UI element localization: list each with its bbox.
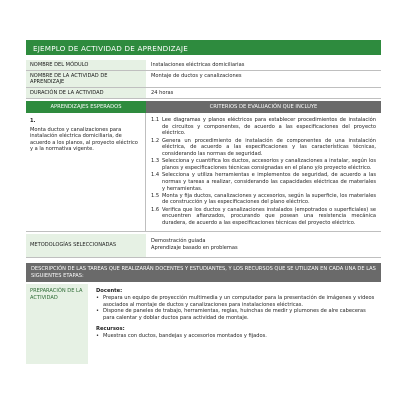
info-label: DURACIÓN DE LA ACTIVIDAD — [26, 88, 146, 98]
criterio-item — [151, 193, 376, 206]
list-item-text: Prepara un equipo de proyección multimedia y un computador para la presentación de imágenes y videos asociados al montaje de ductos y canalizaciones para instalaciones eléctricas. — [103, 295, 375, 308]
bullet-icon: • — [96, 332, 100, 339]
info-row-modulo — [26, 60, 381, 71]
learning-row — [26, 113, 381, 232]
header-aprendizajes: APRENDIZAJES ESPERADOS — [26, 101, 146, 113]
metodologias-label: METODOLOGÍAS SELECCIONADAS — [26, 234, 146, 257]
criterio-item — [151, 158, 376, 171]
criterio-number: 1.2 — [151, 137, 160, 144]
list-item — [96, 295, 377, 308]
preparacion-body — [88, 284, 381, 364]
criterio-number: 1.5 — [151, 192, 160, 199]
criterio-text: Selecciona y utiliza herramientas e implementos de seguridad, de acuerdo a las normas y tareas a realizar, considerando las capacidades eléctricas de materiales y herramientas. — [162, 172, 376, 192]
criterio-number: 1.3 — [151, 158, 160, 165]
descripcion-header: DESCRIPCIÓN DE LAS TAREAS QUE REALIZARÁN DOCENTES Y ESTUDIANTES, Y LOS RECURSOS QUE SE UTILIZAN EN CADA UNA DE LAS SIGUIENTES ETAPAS: — [26, 263, 381, 282]
aprendizaje-text: Monta ductos y canalizaciones para instalación eléctrica domiciliaria, de acuerdo a los planos, al proyecto eléctrico y a la normativa vigente. — [30, 126, 138, 152]
criterios-list — [146, 113, 381, 231]
criterio-text: Genera un procedimiento de instalación de componentes de una instalación eléctrica, de acuerdo a las especificaciones y las características técnicas, considerando las normas de seguridad. — [162, 137, 376, 158]
docente-title: Docente: — [96, 288, 123, 295]
criterio-item — [151, 117, 376, 137]
criterio-item — [151, 172, 376, 192]
info-value: Instalaciones eléctricas domiciliarias — [151, 62, 245, 68]
bullet-icon: • — [96, 308, 100, 315]
preparacion-row — [26, 284, 381, 364]
list-item — [96, 308, 377, 321]
preparacion-label: PREPARACIÓN DE LA ACTIVIDAD — [26, 284, 88, 364]
criterio-text: Selecciona y cuantifica los ductos, accesorios y canalizaciones a instalar, según los planos y especificaciones técnicas consignadas en el plano y/o proyecto eléctrico. — [162, 158, 376, 171]
list-item-text: Muestras con ductos, bandejas y accesorios montados y fijados. — [103, 332, 267, 339]
info-row-duracion — [26, 88, 381, 99]
metodologia-item: Aprendizaje basado en problemas — [151, 245, 238, 252]
bullet-icon: • — [96, 295, 100, 302]
metodologias-values — [146, 234, 381, 257]
aprendizaje-number: 1. — [30, 118, 36, 124]
info-row-actividad — [26, 71, 381, 88]
recursos-title: Recursos: — [96, 325, 125, 332]
activity-sheet — [26, 40, 381, 400]
metodologia-item: Demostración guiada — [151, 238, 206, 245]
table-header — [26, 101, 381, 113]
page-title: EJEMPLO DE ACTIVIDAD DE APRENDIZAJE — [26, 40, 381, 55]
criterio-text: Verifica que los ductos y canalizaciones instalados (empotrados o superficiales) se encuentren afianzados, procurando que posean una resistencia mecánica duradera, de acuerdo a las especificaciones técnicas del proyecto eléctrico. — [162, 206, 376, 227]
aprendizaje-cell — [26, 113, 146, 231]
info-label: NOMBRE DEL MÓDULO — [26, 60, 146, 70]
criterio-number: 1.1 — [151, 117, 160, 123]
metodologias-row — [26, 234, 381, 258]
info-label: NOMBRE DE LA ACTIVIDAD DE APRENDIZAJE — [26, 71, 146, 87]
criterio-item — [151, 138, 376, 158]
info-value: 24 horas — [151, 90, 174, 96]
list-item — [96, 333, 377, 340]
criterio-item — [151, 207, 376, 227]
criterio-text: Lee diagramas y planos eléctricos para establecer procedimientos de instalación de circuitos y componentes, de acuerdo a las especificaciones del proyecto eléctrico. — [162, 117, 376, 137]
list-item-text: Dispone de paneles de trabajo, herramientas, reglas, huinchas de medir y plumones de alre cabeceras para calentar y doblar ductos para actividad de montaje. — [103, 308, 366, 322]
header-criterios: CRITERIOS DE EVALUACIÓN QUE INCLUYE — [146, 101, 381, 113]
criterio-text: Monta y fija ductos, canalizaciones y accesorios, según la superficie, los materiales de construcción y las especificaciones del plano eléctrico. — [162, 192, 376, 206]
criterio-number: 1.6 — [151, 206, 160, 213]
info-value: Montaje de ductos y canalizaciones — [151, 73, 242, 79]
criterio-number: 1.4 — [151, 172, 160, 179]
